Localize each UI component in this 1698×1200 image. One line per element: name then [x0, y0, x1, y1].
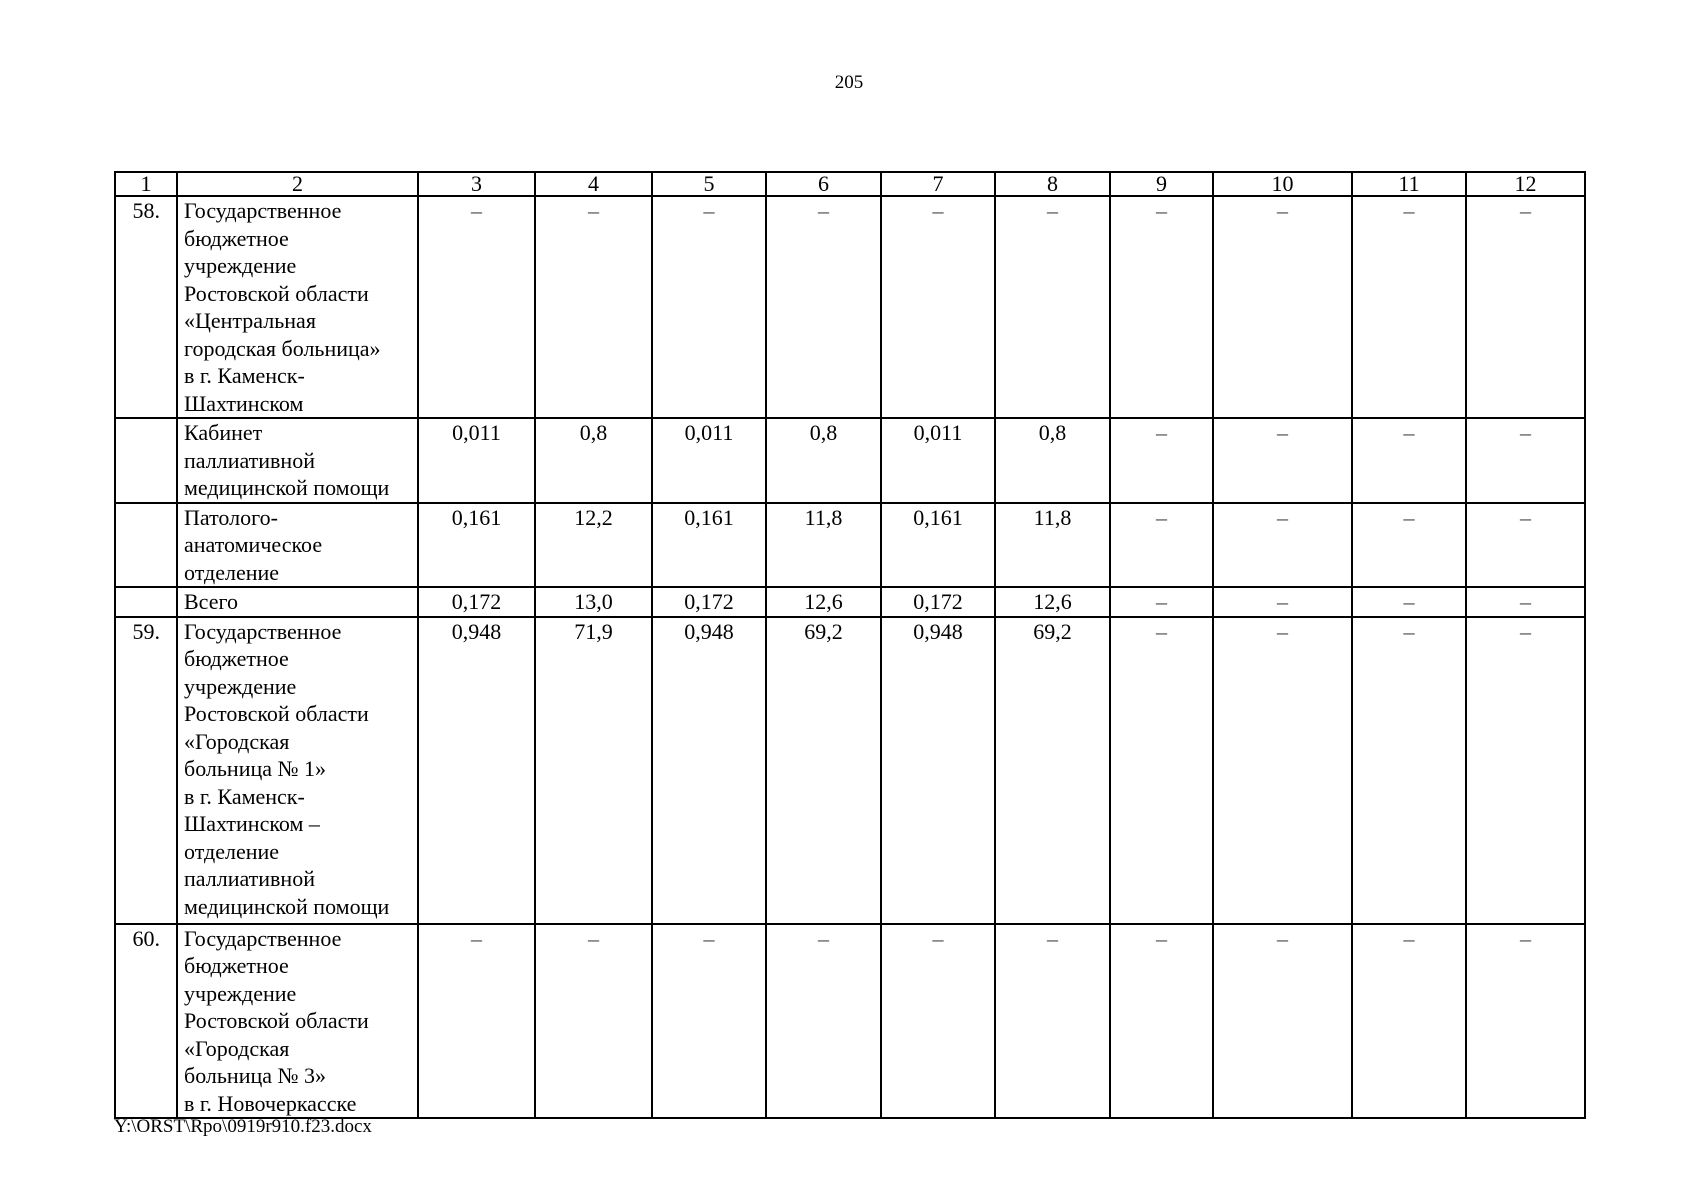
name-line: анатомическое — [184, 532, 323, 557]
value-cell: – — [652, 924, 766, 1119]
value-cell: – — [1213, 503, 1352, 588]
value-cell: – — [1110, 587, 1213, 617]
column-header: 5 — [652, 172, 766, 196]
value-cell: – — [1213, 418, 1352, 503]
value-cell: 12,6 — [995, 587, 1110, 617]
footer-file-path: Y:\ORST\Rpo\0919r910.f23.docx — [114, 1116, 372, 1137]
value-cell: – — [995, 196, 1110, 418]
value-cell: 0,011 — [881, 418, 995, 503]
value-cell: – — [652, 196, 766, 418]
name-line: Шахтинском – — [184, 811, 320, 836]
value-cell: – — [995, 924, 1110, 1119]
value-cell: 13,0 — [535, 587, 652, 617]
name-line: учреждение — [184, 253, 297, 278]
value-cell: 69,2 — [995, 617, 1110, 924]
row-number-cell — [115, 503, 177, 588]
value-cell: – — [1110, 196, 1213, 418]
column-header: 7 — [881, 172, 995, 196]
name-line: бюджетное — [184, 953, 289, 978]
table-row — [115, 587, 1585, 617]
row-number-cell: 60. — [115, 924, 177, 1119]
column-header: 2 — [177, 172, 418, 196]
value-cell: – — [535, 196, 652, 418]
institution-name-cell — [177, 196, 418, 418]
name-line: бюджетное — [184, 646, 289, 671]
table-row — [115, 196, 1585, 418]
value-cell: 0,948 — [418, 617, 535, 924]
name-line: Кабинет — [184, 420, 263, 445]
name-line: больница № 3» — [184, 1063, 326, 1088]
table-body — [115, 172, 1585, 1118]
value-cell: – — [1466, 503, 1585, 588]
column-header: 8 — [995, 172, 1110, 196]
value-cell: – — [881, 196, 995, 418]
value-cell: – — [1466, 587, 1585, 617]
value-cell: 0,011 — [652, 418, 766, 503]
value-cell: – — [1213, 924, 1352, 1119]
value-cell: – — [1213, 587, 1352, 617]
name-line: отделение — [184, 559, 280, 585]
value-cell: – — [766, 924, 881, 1119]
column-header: 10 — [1213, 172, 1352, 196]
value-cell: 0,161 — [418, 503, 535, 588]
name-line: в г. Каменск- — [184, 363, 305, 388]
value-cell: 69,2 — [766, 617, 881, 924]
row-number-cell — [115, 418, 177, 503]
value-cell: 11,8 — [995, 503, 1110, 588]
value-cell: – — [1110, 924, 1213, 1119]
name-line: Государственное — [184, 618, 342, 644]
column-header: 4 — [535, 172, 652, 196]
name-line: Ростовской области — [184, 280, 369, 306]
value-cell: – — [1213, 617, 1352, 924]
name-line: Ростовской области — [184, 1008, 369, 1033]
page-number: 205 — [834, 72, 864, 93]
institution-name-cell — [177, 503, 418, 588]
value-cell: 0,011 — [418, 418, 535, 503]
name-line: в г. Новочеркасске — [184, 1090, 357, 1116]
value-cell: 12,2 — [535, 503, 652, 588]
institution-name-cell — [177, 617, 418, 924]
table-row — [115, 503, 1585, 588]
name-line: учреждение — [184, 980, 297, 1006]
value-cell: – — [1466, 617, 1585, 924]
name-line: Государственное — [184, 198, 342, 223]
value-cell: 0,172 — [881, 587, 995, 617]
value-cell: – — [1110, 503, 1213, 588]
institution-name-cell — [177, 418, 418, 503]
name-line: «Городская — [184, 728, 290, 754]
value-cell: 71,9 — [535, 617, 652, 924]
value-cell: 0,8 — [995, 418, 1110, 503]
institution-name-cell — [177, 924, 418, 1119]
column-header: 11 — [1352, 172, 1466, 196]
row-number-cell: 58. — [115, 196, 177, 418]
value-cell: – — [1466, 196, 1585, 418]
value-cell: – — [1110, 617, 1213, 924]
name-line: отделение — [184, 838, 280, 864]
value-cell: 0,948 — [652, 617, 766, 924]
value-cell: – — [1110, 418, 1213, 503]
institution-name-cell — [177, 587, 418, 617]
name-line: паллиативной — [184, 447, 315, 473]
value-cell: 0,8 — [535, 418, 652, 503]
value-cell: – — [1352, 924, 1466, 1119]
name-line: Шахтинском — [184, 390, 304, 416]
value-cell: – — [1352, 418, 1466, 503]
value-cell: 0,172 — [652, 587, 766, 617]
value-cell: – — [1352, 196, 1466, 418]
value-cell: 11,8 — [766, 503, 881, 588]
column-header: 3 — [418, 172, 535, 196]
value-cell: – — [881, 924, 995, 1119]
column-header: 9 — [1110, 172, 1213, 196]
table-row — [115, 924, 1585, 1119]
name-line: в г. Каменск- — [184, 783, 305, 809]
value-cell: 12,6 — [766, 587, 881, 617]
name-line: Государственное — [184, 925, 342, 951]
name-line: медицинской помощи — [184, 475, 390, 500]
name-line: учреждение — [184, 673, 297, 699]
row-number-cell: 59. — [115, 617, 177, 924]
value-cell: – — [418, 196, 535, 418]
name-line: «Центральная — [184, 308, 316, 333]
value-cell: – — [418, 924, 535, 1119]
name-line: Всего — [184, 589, 238, 614]
name-line: медицинской помощи — [184, 893, 390, 919]
value-cell: 0,161 — [652, 503, 766, 588]
table-row — [115, 617, 1585, 924]
name-line: Ростовской области — [184, 701, 369, 726]
table-row — [115, 418, 1585, 503]
value-cell: – — [766, 196, 881, 418]
name-line: паллиативной — [184, 866, 315, 891]
column-header: 12 — [1466, 172, 1585, 196]
value-cell: – — [1466, 924, 1585, 1119]
name-line: «Городская — [184, 1035, 290, 1061]
value-cell: – — [535, 924, 652, 1119]
value-cell: 0,161 — [881, 503, 995, 588]
data-table — [114, 171, 1586, 1119]
value-cell: – — [1352, 587, 1466, 617]
value-cell: 0,172 — [418, 587, 535, 617]
name-line: городская больница» — [184, 335, 381, 361]
value-cell: – — [1352, 503, 1466, 588]
column-header: 1 — [115, 172, 177, 196]
value-cell: 0,948 — [881, 617, 995, 924]
name-line: бюджетное — [184, 225, 289, 251]
row-number-cell — [115, 587, 177, 617]
name-line: Патолого- — [184, 504, 278, 530]
value-cell: – — [1213, 196, 1352, 418]
column-header: 6 — [766, 172, 881, 196]
value-cell: – — [1466, 418, 1585, 503]
column-header-row — [115, 172, 1585, 196]
value-cell: 0,8 — [766, 418, 881, 503]
name-line: больница № 1» — [184, 756, 326, 781]
value-cell: – — [1352, 617, 1466, 924]
